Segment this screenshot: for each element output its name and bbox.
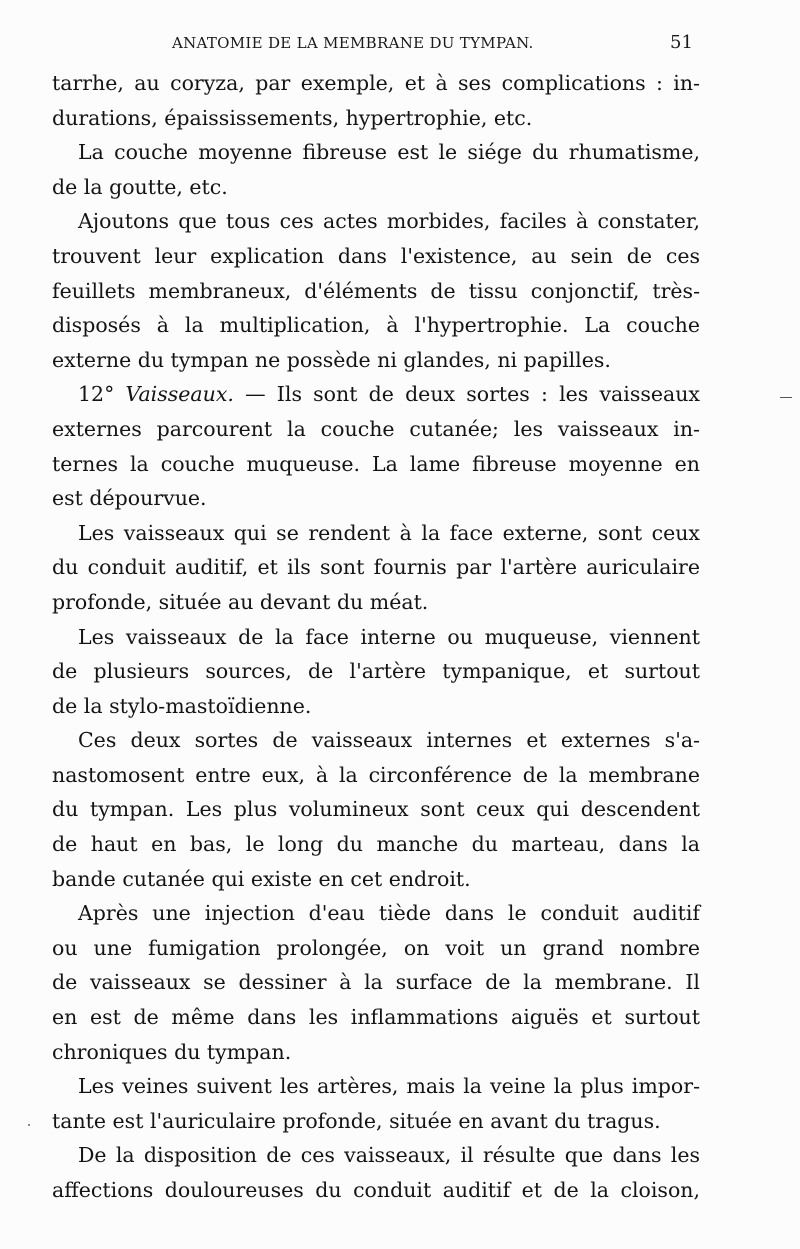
text-line: La couche moyenne fibreuse est le siége du rhumatisme, [78, 140, 700, 165]
text-line: profonde, située au devant du méat. [52, 589, 429, 614]
text-line: de vaisseaux se dessiner à la surface de la membrane. Il [52, 970, 700, 995]
text-line: tarrhe, au coryza, par exemple, et à ses complications : in- [52, 71, 700, 95]
text-line: Ajoutons que tous ces actes morbides, faciles à constater, [78, 209, 700, 234]
text-line: du conduit auditif, et ils sont fournis par l'artère auriculaire [52, 555, 700, 580]
text-line: feuillets membraneux, d'éléments de tissu conjonctif, très- [52, 278, 700, 303]
text-line: externe du tympan ne possède ni glandes, ni papilles. [52, 347, 611, 372]
text-line: est dépourvue. [52, 486, 207, 511]
text-line: tante est l'auriculaire profonde, située en avant du tragus. [52, 1108, 661, 1133]
text-line: Les vaisseaux de la face interne ou muqueuse, viennent [78, 624, 700, 649]
text-line: en est de même dans les inflammations aiguës et surtout [52, 1005, 700, 1030]
line-text: — Ils sont de deux sortes : les vaisseaux [233, 382, 700, 407]
text-line: de plusieurs sources, de l'artère tympanique, et surtout [52, 659, 700, 684]
text-line: ternes la couche muqueuse. La lame fibreuse moyenne en [52, 451, 700, 476]
paper-speck [28, 1124, 30, 1126]
text-line: ou une fumigation prolongée, on voit un grand nombre [52, 935, 700, 960]
text-line: affections douloureuses du conduit auditif et de la cloison, [52, 1178, 700, 1202]
text-line: externes parcourent la couche cutanée; les vaisseaux in- [52, 416, 700, 441]
running-title: ANATOMIE DE LA MEMBRANE DU TYMPAN. [172, 34, 534, 52]
text-line: trouvent leur explication dans l'existence, au sein de ces [52, 243, 700, 268]
text-line [52, 377, 700, 412]
text-line: Les vaisseaux qui se rendent à la face externe, sont ceux [78, 520, 700, 545]
text-line: bande cutanée qui existe en cet endroit. [52, 866, 471, 891]
text-line: Ces deux sortes de vaisseaux internes et externes s'a- [78, 728, 700, 753]
text-line: chroniques du tympan. [52, 1039, 292, 1064]
text-line: de la goutte, etc. [52, 174, 228, 199]
text-line: du tympan. Les plus volumineux sont ceux qui descendent [52, 797, 700, 822]
text-line: nastomosent entre eux, à la circonférence de la membrane [52, 762, 700, 787]
text-line: de la stylo-mastoïdienne. [52, 693, 312, 718]
margin-mark [780, 397, 792, 398]
text-line: durations, épaississements, hypertrophie, etc. [52, 105, 533, 130]
text-line: Après une injection d'eau tiède dans le conduit auditif [78, 901, 700, 926]
text-line: De la disposition de ces vaisseaux, il résulte que dans les [78, 1143, 700, 1168]
text-line: de haut en bas, le long du manche du marteau, dans la [52, 832, 700, 857]
section-heading: Vaisseaux. [125, 382, 234, 407]
text-line: disposés à la multiplication, à l'hypertrophie. La couche [52, 313, 700, 338]
page-header [0, 30, 800, 60]
section-number: 12° [78, 382, 126, 407]
body-text [52, 66, 700, 1208]
text-line: Les veines suivent les artères, mais la veine la plus impor- [78, 1074, 700, 1099]
page-number: 51 [670, 32, 693, 53]
